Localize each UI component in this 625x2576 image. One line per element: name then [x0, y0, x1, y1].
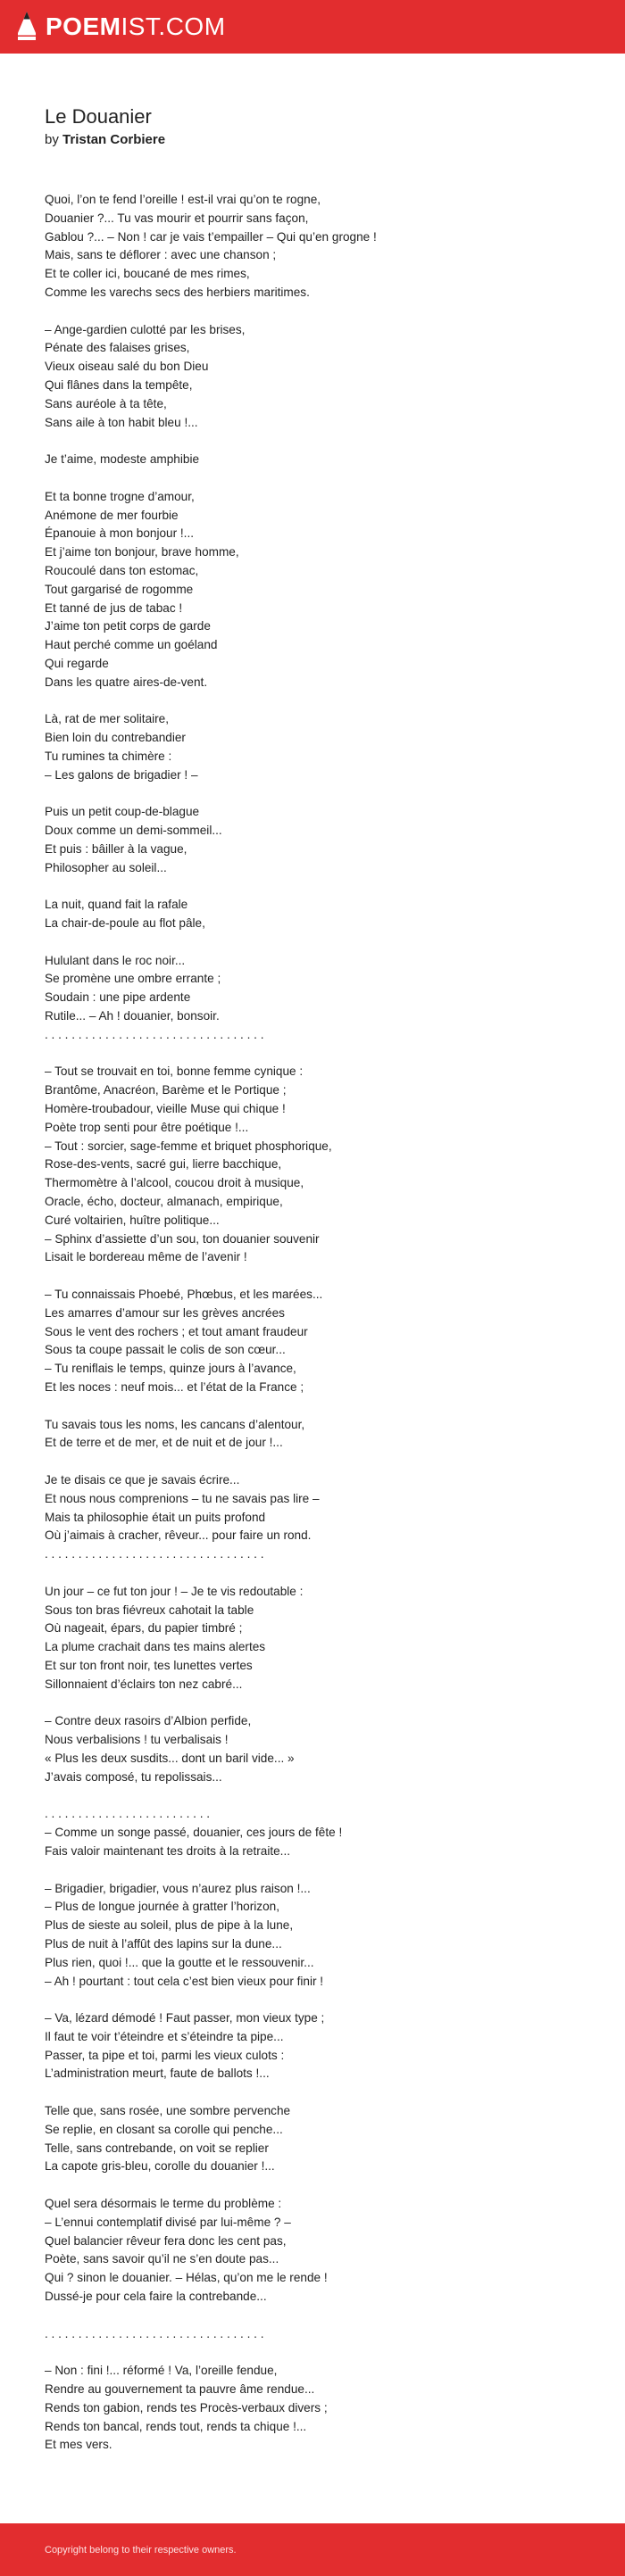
poem-byline — [45, 130, 580, 150]
poem-line: – Comme un songe passé, douanier, ces jours de fête ! — [45, 1826, 343, 1840]
poem-stanza — [45, 321, 580, 433]
poem-line: Tu savais tous les noms, les cancans d’alentour, — [45, 1417, 305, 1431]
poem-line: Tout gargarisé de rogomme — [45, 582, 194, 596]
byline-prefix: by — [45, 132, 59, 147]
poem-line: Curé voltairien, huître politique... — [45, 1213, 220, 1227]
poem-line: La chair-de-poule au flot pâle, — [45, 916, 205, 931]
poem-line: Plus de sieste au soleil, plus de pipe à la lune, — [45, 1918, 294, 1933]
poem-line: . . . . . . . . . . . . . . . . . . . . . . . . . . . . . . . . . — [45, 1027, 264, 1041]
site-logo[interactable] — [16, 11, 226, 43]
poem-line: Tu rumines ta chimère : — [45, 749, 172, 763]
poem-line: Sans auréole à ta tête, — [45, 396, 167, 410]
poem-line: Thermomètre à l’alcool, coucou droit à musique, — [45, 1176, 304, 1190]
poem-stanza — [45, 2009, 580, 2083]
poem-line: Quoi, l’on te fend l’oreille ! est-il vrai qu’on te rogne, — [45, 193, 321, 206]
poem-line: Hululant dans le roc noir... — [45, 953, 186, 967]
poem-stanza — [45, 896, 580, 933]
poem-line: Telle que, sans rosée, une sombre pervenche — [45, 2104, 291, 2118]
poem-line: Se promène une ombre errante ; — [45, 972, 221, 986]
poem-line: Plus de nuit à l’affût des lapins sur la dune... — [45, 1936, 282, 1951]
poem-line: – Non : fini !... réformé ! Va, l’oreille fendue, — [45, 2364, 278, 2378]
poem-line: J’avais composé, tu repolissais... — [45, 1769, 222, 1784]
poem-line: Je te disais ce que je savais écrire... — [45, 1472, 240, 1487]
poem-line: Où j’aimais à cracher, rêveur... pour faire un rond. — [45, 1528, 312, 1543]
poem-line: – Tu reniflais le temps, quinze jours à l’avance, — [45, 1362, 296, 1376]
poem-line: . . . . . . . . . . . . . . . . . . . . . . . . . . . . . . . . . — [45, 2326, 264, 2340]
poem-line: Je t’aime, modeste amphibie — [45, 452, 200, 467]
poem-stanza — [45, 488, 580, 692]
poem-line: – Va, lézard démodé ! Faut passer, mon vieux type ; — [45, 2011, 325, 2025]
poem-stanza — [45, 191, 580, 302]
poem-line: La capote gris-bleu, corolle du douanier !... — [45, 2159, 275, 2174]
poem-line: – Tout se trouvait en toi, bonne femme cynique : — [45, 1064, 304, 1079]
logo-text-light: IST.COM — [121, 12, 226, 40]
poem-line: . . . . . . . . . . . . . . . . . . . . . . . . . . . . . . . . . — [45, 1547, 264, 1561]
poem-content — [0, 54, 625, 2523]
poem-line: Soudain : une pipe ardente — [45, 990, 191, 1005]
poem-line: Plus rien, quoi !... que la goutte et le ressouvenir... — [45, 1955, 314, 1969]
poem-stanza — [45, 2102, 580, 2176]
poem-line: Rends ton bancal, rends tout, rends ta chique !... — [45, 2419, 307, 2433]
poem-line: Qui regarde — [45, 656, 109, 670]
poem-line: Mais ta philosophie était un puits profond — [45, 1510, 266, 1524]
pencil-icon — [16, 11, 38, 43]
poem-line: Brantôme, Anacréon, Barème et le Portique ; — [45, 1083, 287, 1097]
poem-line: J’aime ton petit corps de garde — [45, 619, 211, 634]
poem-stanza — [45, 1712, 580, 1786]
poem-line: Et sur ton front noir, tes lunettes vertes — [45, 1658, 253, 1672]
poem-line: Oracle, écho, docteur, almanach, empirique, — [45, 1195, 283, 1209]
poem-line: Sous le vent des rochers ; et tout amant fraudeur — [45, 1324, 308, 1338]
poem-line: Mais, sans te déflorer : avec une chanson ; — [45, 248, 277, 262]
poem-stanza — [45, 2362, 580, 2455]
poem-line: Quel sera désormais le terme du problème : — [45, 2197, 282, 2211]
poem-line: La plume crachait dans tes mains alertes — [45, 1640, 266, 1654]
poem-line: Puis un petit coup-de-blague — [45, 805, 200, 819]
site-header — [0, 0, 625, 54]
poem-line: – Les galons de brigadier ! – — [45, 767, 198, 782]
poem-line: – Ah ! pourtant : tout cela c’est bien vieux pour finir ! — [45, 1974, 324, 1988]
poem-stanza — [45, 1583, 580, 1694]
poem-line: – Tout : sorcier, sage-femme et briquet phosphorique, — [45, 1139, 332, 1153]
poem-line: Et les noces : neuf mois... et l’état de la France ; — [45, 1380, 304, 1394]
poem-stanza — [45, 2325, 580, 2344]
poem-line: Et j’aime ton bonjour, brave homme, — [45, 545, 239, 559]
poem-author[interactable]: Tristan Corbiere — [62, 132, 166, 147]
poem-line: Comme les varechs secs des herbiers maritimes. — [45, 285, 310, 299]
poem-line: Philosopher au soleil... — [45, 860, 167, 874]
poem-line: Rends ton gabion, rends tes Procès-verbaux divers ; — [45, 2400, 328, 2414]
poem-line: – Ange-gardien culotté par les brises, — [45, 322, 246, 336]
poem-title: Le Douanier — [45, 105, 152, 128]
poem-line: Il faut te voir t’éteindre et s’éteindre ta pipe... — [45, 2029, 284, 2043]
poem-line: Les amarres d’amour sur les grèves ancrées — [45, 1305, 285, 1320]
poem-line: Sans aile à ton habit bleu !... — [45, 415, 198, 429]
poem-line: Où nageait, épars, du papier timbré ; — [45, 1621, 243, 1636]
poem-stanza — [45, 451, 580, 469]
poem-line: – Contre deux rasoirs d’Albion perfide, — [45, 1714, 252, 1728]
poem-stanza — [45, 803, 580, 877]
poem-stanza — [45, 1063, 580, 1267]
poem-line: . . . . . . . . . . . . . . . . . . . . . . . . . — [45, 1807, 211, 1821]
poem-line: – Brigadier, brigadier, vous n’aurez plus raison !... — [45, 1881, 311, 1895]
poem-line: Et puis : bâiller à la vague, — [45, 841, 188, 856]
poem-line: Pénate des falaises grises, — [45, 341, 190, 355]
poem-line: Haut perché comme un goéland — [45, 638, 218, 652]
poem-body — [45, 191, 580, 2455]
poem-stanza — [45, 1286, 580, 1397]
poem-stanza — [45, 1416, 580, 1454]
poem-line: Sous ton bras fiévreux cahotait la table — [45, 1603, 254, 1617]
poem-line: Dussé-je pour cela faire la contrebande... — [45, 2290, 267, 2304]
poem-line: Doux comme un demi-sommeil... — [45, 824, 222, 838]
poem-line: – Sphinx d’assiette d’un sou, ton douanier souvenir — [45, 1231, 320, 1246]
poem-line: Et ta bonne trogne d’amour, — [45, 489, 195, 503]
poem-line: Un jour – ce fut ton jour ! – Je te vis redoutable : — [45, 1584, 304, 1598]
poem-line: Fais valoir maintenant tes droits à la retraite... — [45, 1843, 291, 1858]
logo-text-bold: POEM — [46, 12, 121, 40]
poem-line: Rutile... – Ah ! douanier, bonsoir. — [45, 1009, 220, 1023]
poem-line: Et nous nous comprenions – tu ne savais pas lire – — [45, 1491, 320, 1505]
poem-line: Nous verbalisions ! tu verbalisais ! — [45, 1733, 229, 1747]
poem-line: Là, rat de mer solitaire, — [45, 712, 170, 726]
poem-line: L’administration meurt, faute de ballots !... — [45, 2067, 270, 2081]
poem-line: Sillonnaient d’éclairs ton nez cabré... — [45, 1677, 243, 1691]
poem-stanza — [45, 1880, 580, 1992]
site-footer — [0, 2523, 625, 2576]
poem-line: Rendre au gouvernement ta pauvre âme rendue... — [45, 2382, 315, 2397]
poem-line: Vieux oiseau salé du bon Dieu — [45, 360, 209, 374]
poem-stanza — [45, 2195, 580, 2307]
poem-line: – Plus de longue journée à gratter l’horizon, — [45, 1900, 279, 1914]
poem-line: Lisait le bordereau même de l’avenir ! — [45, 1250, 247, 1264]
poem-line: Telle, sans contrebande, on voit se replier — [45, 2141, 269, 2155]
poem-line: Et te coller ici, boucané de mes rimes, — [45, 267, 250, 281]
poem-stanza — [45, 952, 580, 1045]
poem-line: Anémone de mer fourbie — [45, 508, 179, 522]
poem-line: Gablou ?... – Non ! car je vais t’empailler – Qui qu’en grogne ! — [45, 229, 377, 244]
poem-line: Et mes vers. — [45, 2438, 112, 2452]
poem-line: Poète, sans savoir qu’il ne s’en doute pas... — [45, 2252, 279, 2266]
poem-line: Se replie, en closant sa corolle qui penche... — [45, 2122, 283, 2136]
poem-line: – Tu connaissais Phoebé, Phœbus, et les marées... — [45, 1288, 323, 1302]
poem-line: – L’ennui contemplatif divisé par lui-même ? – — [45, 2215, 291, 2229]
copyright-notice: Copyright belong to their respective owners. — [45, 2544, 237, 2555]
poem-line: Douanier ?... Tu vas mourir et pourrir sans façon, — [45, 211, 309, 225]
poem-line: Qui flânes dans la tempête, — [45, 377, 193, 392]
poem-line: Poète trop senti pour être poétique !... — [45, 1120, 249, 1134]
poem-line: Roucoulé dans ton estomac, — [45, 563, 199, 577]
poem-stanza — [45, 710, 580, 784]
poem-line: Épanouie à mon bonjour !... — [45, 526, 195, 541]
poem-line: « Plus les deux susdits... dont un baril vide... » — [45, 1751, 295, 1765]
poem-line: Quel balancier rêveur fera donc les cent pas, — [45, 2233, 287, 2248]
poem-line: Sous ta coupe passait le colis de son cœur... — [45, 1343, 286, 1357]
poem-stanza — [45, 1805, 580, 1860]
poem-line: Qui ? sinon le douanier. – Hélas, qu’on me le rende ! — [45, 2271, 328, 2285]
poem-stanza — [45, 1471, 580, 1564]
poem-line: La nuit, quand fait la rafale — [45, 898, 188, 912]
poem-line: Et tanné de jus de tabac ! — [45, 601, 183, 615]
poem-line: Homère-troubadour, vieille Muse qui chique ! — [45, 1102, 286, 1116]
poem-line: Bien loin du contrebandier — [45, 731, 186, 745]
poem-line: Et de terre et de mer, et de nuit et de jour !... — [45, 1436, 283, 1450]
poem-line: Passer, ta pipe et toi, parmi les vieux culots : — [45, 2048, 285, 2062]
poem-line: Dans les quatre aires-de-vent. — [45, 675, 208, 689]
poem-line: Rose-des-vents, sacré gui, lierre bacchique, — [45, 1157, 282, 1172]
